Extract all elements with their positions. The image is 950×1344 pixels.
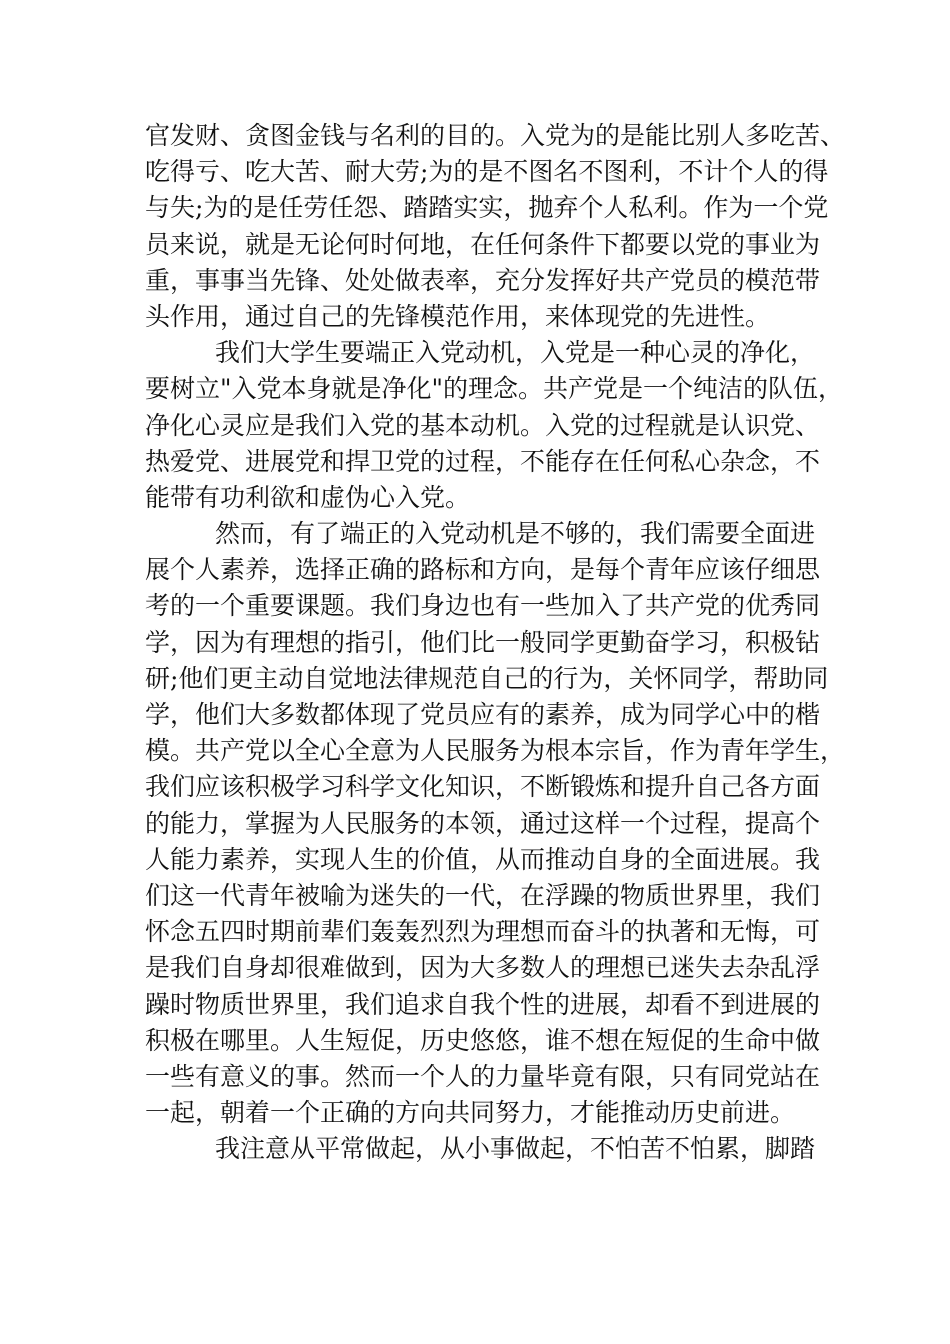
text-line: 考的一个重要课题。我们身边也有一些加入了共产党的优秀同	[145, 591, 821, 621]
text-line: 们这一代青年被喻为迷失的一代，在浮躁的物质世界里，我们	[145, 880, 821, 910]
text-line: 研;他们更主动自觉地法律规范自己的行为，关怀同学，帮助同	[145, 663, 829, 693]
text-line: 吃得亏、吃大苦、耐大劳;为的是不图名不图利，不计个人的得	[145, 157, 829, 187]
text-line: 人能力素养，实现人生的价值，从而推动自身的全面进展。我	[145, 844, 821, 874]
text-line: 的能力，掌握为人民服务的本领，通过这样一个过程，提高个	[145, 808, 821, 838]
text-line: 能带有功利欲和虚伪心入党。	[145, 482, 471, 512]
text-line: 员来说，就是无论何时何地，在任何条件下都要以党的事业为	[145, 229, 821, 259]
text-line: 头作用，通过自己的先锋模范作用，来体现党的先进性。	[145, 301, 771, 331]
text-line: 躁时物质世界里，我们追求自我个性的进展，却看不到进展的	[145, 989, 821, 1019]
text-line: 然而，有了端正的入党动机是不够的，我们需要全面进	[215, 519, 816, 549]
text-line: 学，他们大多数都体现了党员应有的素养，成为同学心中的楷	[145, 700, 821, 729]
body-text	[145, 118, 846, 1167]
text-line: 怀念五四时期前辈们轰轰烈烈为理想而奋斗的执著和无悔，可	[145, 917, 821, 947]
text-line: 模。共产党以全心全意为人民服务为根本宗旨，作为青年学生，	[145, 736, 846, 766]
text-line: 热爱党、进展党和捍卫党的过程，不能存在任何私心杂念，不	[145, 446, 821, 476]
text-line: 官发财、贪图金钱与名利的目的。入党为的是能比别人多吃苦、	[145, 121, 846, 150]
text-line: 积极在哪里。人生短促，历史悠悠，谁不想在短促的生命中做	[145, 1025, 821, 1055]
text-line: 与失;为的是任劳任怨、踏踏实实，抛弃个人私利。作为一个党	[145, 193, 829, 223]
text-line: 一起，朝着一个正确的方向共同努力，才能推动历史前进。	[145, 1098, 796, 1128]
text-line: 净化心灵应是我们入党的基本动机。入党的过程就是认识党、	[145, 410, 821, 440]
text-line: 是我们自身却很难做到，因为大多数人的理想已迷失去杂乱浮	[145, 953, 821, 983]
text-line: 我注意从平常做起，从小事做起，不怕苦不怕累，脚踏	[215, 1134, 816, 1164]
text-line: 要树立"入党本身就是净化"的理念。共产党是一个纯洁的队伍，	[145, 374, 844, 404]
text-line: 我们大学生要端正入党动机，入党是一种心灵的净化，	[215, 338, 816, 368]
text-line: 重，事事当先锋、处处做表率，充分发挥好共产党员的模范带	[145, 265, 821, 295]
text-line: 一些有意义的事。然而一个人的力量毕竟有限，只有同党站在	[145, 1061, 821, 1091]
text-line: 展个人素养，选择正确的路标和方向，是每个青年应该仔细思	[145, 555, 821, 585]
text-line: 我们应该积极学习科学文化知识，不断锻炼和提升自己各方面	[145, 772, 821, 802]
text-line: 学，因为有理想的指引，他们比一般同学更勤奋学习，积极钻	[145, 627, 821, 657]
